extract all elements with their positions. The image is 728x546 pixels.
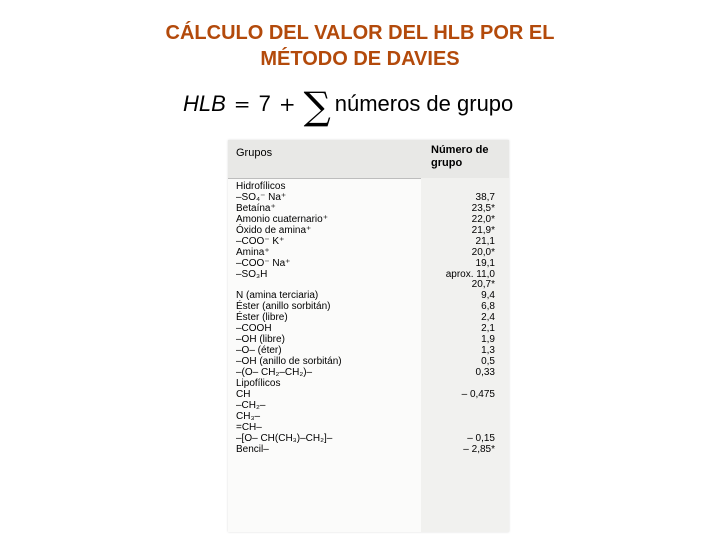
table-row [228,444,509,455]
table-row [228,356,509,367]
group-number: 19,1 [475,257,495,269]
formula-lhs: HLB [183,91,226,116]
group-number: 1,3 [481,345,495,357]
group-name: –SO₃H [236,268,268,280]
group-number: – 2,85* [463,443,495,455]
group-numbers-table [228,140,509,532]
group-number: 21,9* [471,224,495,236]
group-number: 2,1 [481,323,495,335]
table-row [228,433,509,444]
group-number: 22,0* [471,213,495,225]
group-name: Bencil– [236,443,269,455]
table-row [228,334,509,345]
formula-text: números de grupo [334,91,514,116]
group-name: CH₃– [236,410,261,422]
table-row [228,400,509,411]
group-name: Amonio cuaternario⁺ [236,213,328,225]
group-number: 6,8 [481,301,495,313]
group-name: Amina⁺ [236,246,270,258]
slide-title-line-2: MÉTODO DE DAVIES [260,48,460,70]
table-row [228,269,509,280]
group-name: –OH (libre) [236,334,285,346]
table-row [228,279,509,290]
group-name: Hidrofílicos [236,181,286,192]
table-row [228,301,509,312]
table-row [228,192,509,203]
group-number: 20,0* [471,246,495,258]
group-name: CH [236,388,251,400]
group-name: Éster (libre) [236,312,288,324]
table-row [228,367,509,378]
formula-equals: = [233,92,251,116]
group-name: –SO₄⁻ Na⁺ [236,191,287,203]
group-number: 21,1 [475,235,495,247]
group-name: =CH– [236,421,262,433]
table-row [228,214,509,225]
group-number: 0,5 [481,356,495,367]
group-name: –COOH [236,323,272,335]
group-number: 38,7 [475,191,495,203]
table-row [228,411,509,422]
table-row [228,236,509,247]
group-number: 0,33 [475,366,495,378]
group-name: Óxido de amina⁺ [236,224,312,236]
group-name: –[O– CH(CH₃)–CH₂]– [236,432,333,444]
table-row [228,203,509,214]
group-number: – 0,475 [461,388,495,400]
table-row [228,225,509,236]
table-row [228,422,509,433]
group-name: –COO⁻ K⁺ [236,235,285,247]
header-group-number-line-2: grupo [431,157,463,169]
table-row [228,312,509,323]
table-row [228,378,509,389]
group-name: Betaína⁺ [236,202,276,214]
table-row [228,290,509,301]
group-name: –COO⁻ Na⁺ [236,257,291,269]
group-number: 1,9 [481,334,495,346]
slide-title-line-1: CÁLCULO DEL VALOR DEL HLB POR EL [165,22,555,44]
group-number: 23,5* [471,202,495,214]
slide-title [110,20,610,72]
table-row [228,181,509,192]
group-name: –(O– CH₂–CH₂)– [236,366,313,378]
group-number: 2,4 [481,312,495,324]
group-name: Lipofílicos [236,377,281,389]
table-row [228,258,509,269]
group-name: –OH (anillo de sorbitán) [236,356,342,367]
group-name: –CH₂– [236,399,266,411]
group-number: – 0,15 [467,432,495,444]
sigma-symbol: ∑ [303,84,331,128]
formula-constant: 7 [258,91,271,116]
table-body [228,181,509,454]
group-name: –O– (éter) [236,345,282,357]
header-group-number [431,144,488,170]
table-header [228,140,509,179]
group-name: N (amina terciaria) [236,290,319,302]
table-row [228,345,509,356]
table-row [228,247,509,258]
header-group-number-line-1: Número de [431,144,489,156]
table-row [228,323,509,334]
group-name: Éster (anillo sorbitán) [236,301,331,313]
group-number: 20,7* [471,279,495,291]
table-row [228,389,509,400]
formula-plus: + [278,92,296,116]
hlb-formula [183,84,514,128]
group-number: aprox. 11,0 [445,268,495,280]
header-groups: Grupos [236,147,273,159]
group-number: 9,4 [481,290,495,302]
